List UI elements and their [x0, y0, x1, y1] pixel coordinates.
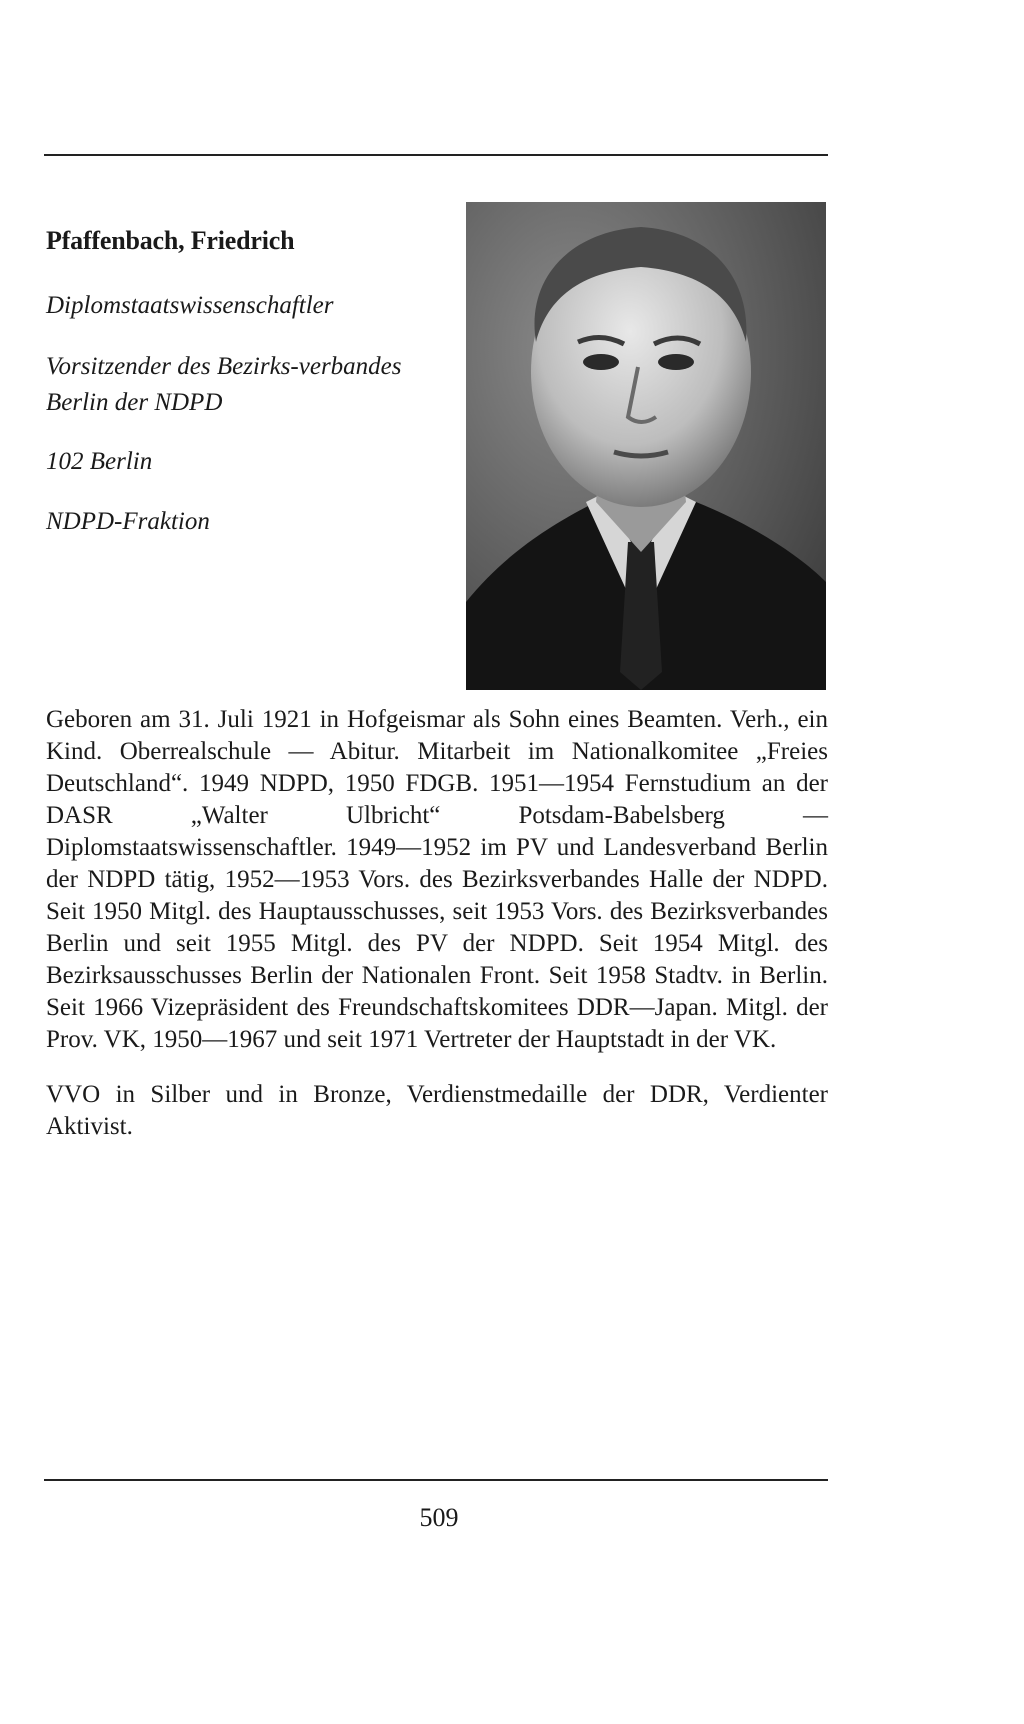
entry-profession: Diplomstaatswissenschaftler — [46, 292, 334, 319]
entry-name: Pfaffenbach, Friedrich — [46, 226, 295, 255]
biography-text — [46, 704, 828, 1056]
awards-text: VVO in Silber und in Bronze, Verdienstmedaille der DDR, Verdienter Aktivist. — [46, 1081, 828, 1140]
biography-paragraph: Geboren am 31. Juli 1921 in Hofgeismar als Sohn eines Beamten. Verh., ein Kind. Oberrealschule — Abitur. Mitarbeit im Nationalkomitee „Freies Deutschland“. 1949 NDPD, 1950 FDGB. 1951—1954 Fernstudium an der DASR „Walter Ulbricht“ Potsdam-Babelsberg — Diplomstaatswissenschaftler. 1949—1952 im PV und Landesverband Berlin der NDPD tätig, 1952—1953 Vors. des Bezirksverbandes Halle der NDPD. Seit 1950 Mitgl. des Hauptausschusses, seit 1953 Vors. des Bezirksverbandes Berlin und seit 1955 Mitgl. des PV der NDPD. Seit 1954 Mitgl. des Bezirksausschusses Berlin der Nationalen Front. Seit 1958 Stadtv. in Berlin. Seit 1966 Vizepräsident des Freundschaftskomitees DDR—Japan. Mitgl. der Prov. VK, 1950—1967 und seit 1971 Vertreter der Hauptstadt in der VK. — [46, 706, 828, 1053]
entry-address: 102 Berlin — [46, 448, 153, 475]
portrait-photo — [466, 202, 826, 690]
portrait-photo-icon — [466, 202, 826, 690]
bottom-rule — [44, 1479, 828, 1481]
entry-faction: NDPD-Fraktion — [46, 508, 210, 535]
entry-position: Vorsitzender des Bezirks-verbandes Berlin der NDPD — [46, 353, 402, 416]
top-rule — [44, 154, 828, 156]
page-number: 509 — [419, 1503, 459, 1532]
